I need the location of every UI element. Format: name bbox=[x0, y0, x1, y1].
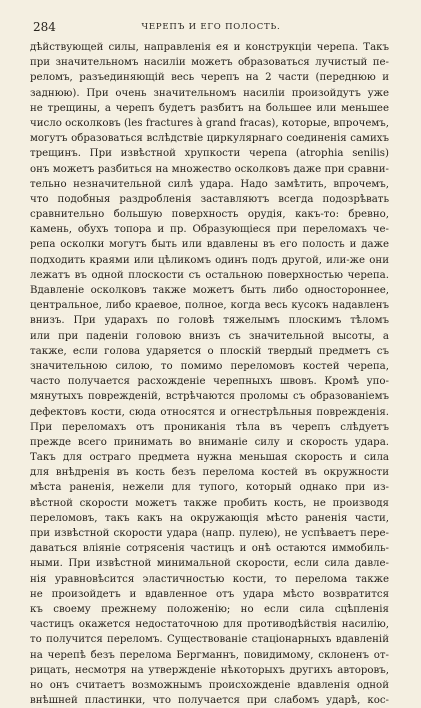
text-line: лежатъ въ одной плоскости съ остальною поверхностью черепа. bbox=[30, 269, 389, 281]
text-line: прежде всего принимать во вниманіе силу и скорость удара. bbox=[30, 436, 389, 448]
text-line: нія уравновѣсится эластичностью кости, то перелома также bbox=[30, 573, 389, 585]
text-line: онъ можетъ разбиться на множество осколковъ даже при сравни- bbox=[30, 163, 389, 175]
text-line: тельно незначительной силѣ удара. Надо замѣтить, впрочемъ, bbox=[30, 178, 389, 190]
text-line: При переломахъ отъ прониканія тѣла въ черепъ слѣдуетъ bbox=[30, 421, 389, 433]
text-line: мянутыхъ поврежденій, встрѣчаются проломы съ образованіемъ bbox=[30, 391, 389, 403]
text-line: или при паденіи головою внизъ съ значительной высоты, а bbox=[30, 330, 389, 342]
text-line: камень, обухъ топора и пр. Образующіеся при переломахъ че- bbox=[30, 224, 389, 236]
text-line: реломъ, разъединяющій весь черепъ на 2 части (переднюю и bbox=[30, 72, 389, 84]
text-line: дефектовъ кости, сюда относятся и огнестрѣльныя поврежденія. bbox=[30, 406, 389, 418]
text-line: вѣстной скорости можетъ также пробить кость, не производя bbox=[30, 497, 389, 509]
text-line: частицъ окажется недостаточною для противодѣйствія насилію, bbox=[30, 619, 389, 631]
text-line: сравнительно большую поверхность орудія, какъ-то: бревно, bbox=[30, 209, 389, 221]
text-line: ными. При извѣстной минимальной скорости, если сила давле- bbox=[30, 558, 389, 570]
text-line: Вдавленіе осколковъ также можетъ быть либо одностороннее, bbox=[30, 285, 389, 296]
text-line: заднюю). При очень значительномъ насиліи произойдутъ уже bbox=[30, 87, 389, 99]
text-line: подходить краями или цѣликомъ одинъ подъ другой, или-же они bbox=[30, 254, 389, 266]
text-line: для внѣдренія въ кость безъ перелома костей въ окружности bbox=[30, 467, 389, 479]
running-header bbox=[33, 20, 389, 34]
text-line: репа осколки могутъ быть или вдавлены въ его полость и даже bbox=[30, 239, 389, 251]
body-text bbox=[30, 40, 389, 708]
text-line: часто получается расхожденіе черепныхъ швовъ. Кромѣ упо- bbox=[30, 376, 389, 388]
text-line: дѣйствующей силы, направленія ея и конструкціи черепа. Такъ bbox=[30, 42, 389, 53]
text-line: не произойдетъ и вдавленное отъ удара мѣсто возвратится bbox=[30, 588, 389, 600]
text-line: внизъ. При ударахъ по головѣ тяжелымъ плоскимъ тѣломъ bbox=[30, 315, 389, 327]
page-number: 284 bbox=[33, 20, 56, 34]
text-line: но онъ считаетъ возможнымъ происхожденіе вдавленія одной bbox=[30, 679, 389, 691]
text-line: на черепѣ безъ перелома Бергманнъ, повидимому, склоненъ от- bbox=[30, 649, 389, 661]
text-line: при извѣстной скорости удара (напр. пулею), не успѣваетъ пере- bbox=[30, 528, 389, 539]
text-line: мѣста раненія, нежели для тупого, который однако при из- bbox=[30, 482, 389, 494]
text-line: могутъ образоваться вслѣдствіе циркулярнаго соединенія самихъ bbox=[30, 133, 389, 145]
text-line: даваться вліяніе сотрясенія частицъ и онѣ остаются иммобиль- bbox=[30, 543, 389, 555]
text-line: что подобныя раздробленія заставляютъ всегда подозрѣвать bbox=[30, 193, 389, 205]
text-line: при значительномъ насиліи можетъ образоваться лучистый пе- bbox=[30, 57, 389, 69]
text-line: значительною силою, то помимо переломовъ костей черепа, bbox=[30, 360, 389, 372]
text-line: не трещины, а черепъ будетъ разбитъ на большее или меньшее bbox=[30, 102, 389, 114]
text-line: рицать, несмотря на утвержденіе нѣкоторыхъ другихъ авторовъ, bbox=[30, 664, 389, 676]
text-line: центральное, либо краевое, полное, когда весь кусокъ надавленъ bbox=[30, 300, 389, 312]
text-line: число осколковъ (les fractures à grand fracas), которые, впрочемъ, bbox=[30, 117, 389, 129]
text-line: то получится переломъ. Существованіе стаціонарныхъ вдавленій bbox=[30, 634, 389, 646]
text-line: также, если голова ударяется о плоскій твердый предметъ съ bbox=[30, 345, 389, 357]
text-line: внѣшней пластинки, что получается при слабомъ ударѣ, кос- bbox=[30, 695, 389, 707]
text-line: къ своему прежнему положенію; но если сила сцѣпленія bbox=[30, 603, 389, 615]
text-line: трещинъ. При извѣстной хрупкости черепа (atrophia senilis) bbox=[30, 148, 389, 160]
text-line: Такъ для остраго предмета нужна меньшая скорость и сила bbox=[30, 452, 389, 464]
running-title: ЧЕРЕПЪ И ЕГО ПОЛОСТЬ. bbox=[141, 22, 281, 32]
text-line: переломовъ, такъ какъ на окружающія мѣсто раненія части, bbox=[30, 512, 389, 524]
